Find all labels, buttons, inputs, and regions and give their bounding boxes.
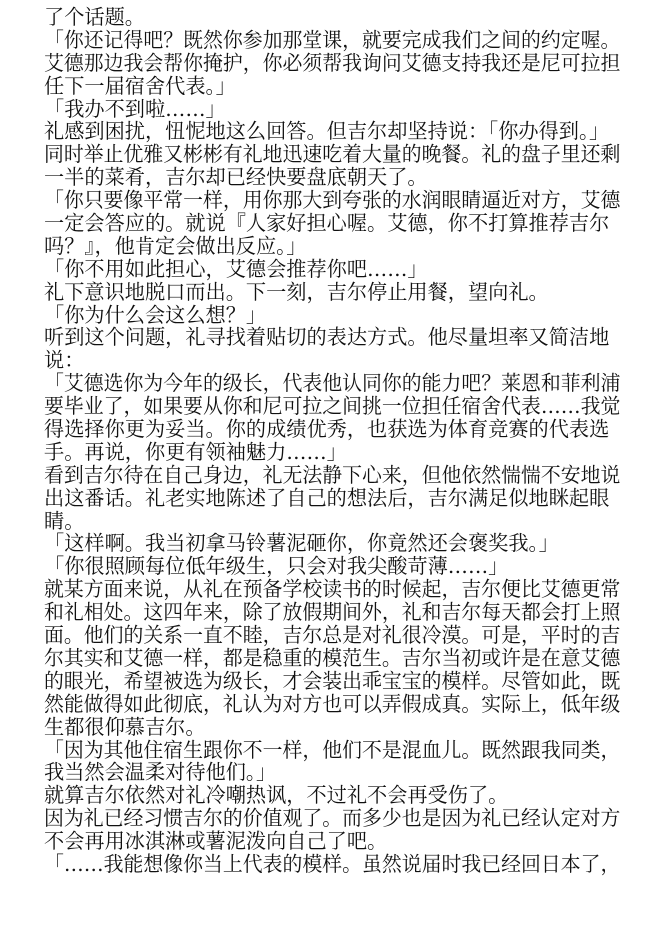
text-line: 「艾德选你为今年的级长，代表他认同你的能力吧？莱恩和菲利浦 xyxy=(44,371,621,396)
text-line: 「……我能想像你当上代表的模样。虽然说届时我已经回日本了， xyxy=(44,851,621,876)
text-line: 得选择你更为妥当。你的成绩优秀，也获选为体育竞赛的代表选 xyxy=(44,417,610,442)
text-line: 然能做得如此彻底，礼认为对方也可以弄假成真。实际上，低年级 xyxy=(44,691,621,716)
text-line: 出这番话。礼老实地陈述了自己的想法后，吉尔满足似地眯起眼 xyxy=(44,485,610,510)
text-line: 任下一届宿舍代表。」 xyxy=(44,73,236,98)
text-line: 「你很照顾每位低年级生，只会对我尖酸苛薄……」 xyxy=(44,554,509,579)
text-line: 礼下意识地脱口而出。下一刻，吉尔停止用餐，望向礼。 xyxy=(44,279,549,304)
text-line: 「这样啊。我当初拿马铃薯泥砸你，你竟然还会褒奖我。」 xyxy=(44,531,559,556)
text-line: 看到吉尔待在自己身边，礼无法静下心来，但他依然惴惴不安地说 xyxy=(44,462,621,487)
text-line: 就算吉尔依然对礼冷嘲热讽，不过礼不会再受伤了。 xyxy=(44,783,509,808)
text-line: 说： xyxy=(44,348,85,373)
text-line: 「因为其他住宿生跟你不一样，他们不是混血儿。既然跟我同类， xyxy=(44,737,621,762)
text-line: 生都很仰慕吉尔。 xyxy=(44,714,206,739)
text-line: 「你只要像平常一样，用你那大到夸张的水润眼睛逼近对方，艾德 xyxy=(44,188,621,213)
text-line: 「你为什么会这么想？」 xyxy=(44,302,267,327)
text-line: 就某方面来说，从礼在预备学校读书的时候起，吉尔便比艾德更常 xyxy=(44,577,621,602)
text-line: 因为礼已经习惯吉尔的价值观了。而多少也是因为礼已经认定对方 xyxy=(44,806,621,831)
text-line: 的眼光，希望被选为级长，才会装出乖宝宝的模样。尽管如此，既 xyxy=(44,668,621,693)
text-line: 听到这个问题，礼寻找着贴切的表达方式。他尽量坦率又简洁地 xyxy=(44,325,610,350)
text-line: 要毕业了，如果要从你和尼可拉之间挑一位担任宿舍代表……我觉 xyxy=(44,394,621,419)
text-line: 艾德那边我会帮你掩护，你必须帮我询问艾德支持我还是尼可拉担 xyxy=(44,50,621,75)
text-line: 吗？』，他肯定会做出反应。」 xyxy=(44,233,307,258)
text-line: 面。他们的关系一直不睦，吉尔总是对礼很冷漠。可是，平时的吉 xyxy=(44,623,621,648)
text-line: 尔其实和艾德一样，都是稳重的模范生。吉尔当初或许是在意艾德 xyxy=(44,645,621,670)
text-line: 一半的菜肴，吉尔却已经快要盘底朝天了。 xyxy=(44,165,428,190)
document-page xyxy=(44,6,620,922)
text-line: 睛。 xyxy=(44,508,85,533)
text-line: 同时举止优雅又彬彬有礼地迅速吃着大量的晚餐。礼的盘子里还剩 xyxy=(44,142,621,167)
text-line: 我当然会温柔对待他们。」 xyxy=(44,760,277,785)
text-line: 「我办不到啦……」 xyxy=(44,96,226,121)
text-line: 礼感到困扰，忸怩地这么回答。但吉尔却坚持说：「你办得到。」 xyxy=(44,119,610,144)
text-line xyxy=(44,876,620,899)
text-line: 不会再用冰淇淋或薯泥泼向自己了吧。 xyxy=(44,829,388,854)
text-line: 一定会答应的。就说『人家好担心喔。艾德，你不打算推荐吉尔 xyxy=(44,211,610,236)
text-line: 了个话题。 xyxy=(44,5,145,29)
text-line: 和礼相处。这四年来，除了放假期间外，礼和吉尔每天都会打上照 xyxy=(44,600,621,625)
text-line xyxy=(44,899,620,922)
text-line: 「你还记得吧？既然你参加那堂课，就要完成我们之间的约定喔。 xyxy=(44,27,621,52)
text-line: 手。再说，你更有领袖魅力……」 xyxy=(44,439,347,464)
text-line: 「你不用如此担心，艾德会推荐你吧……」 xyxy=(44,256,428,281)
